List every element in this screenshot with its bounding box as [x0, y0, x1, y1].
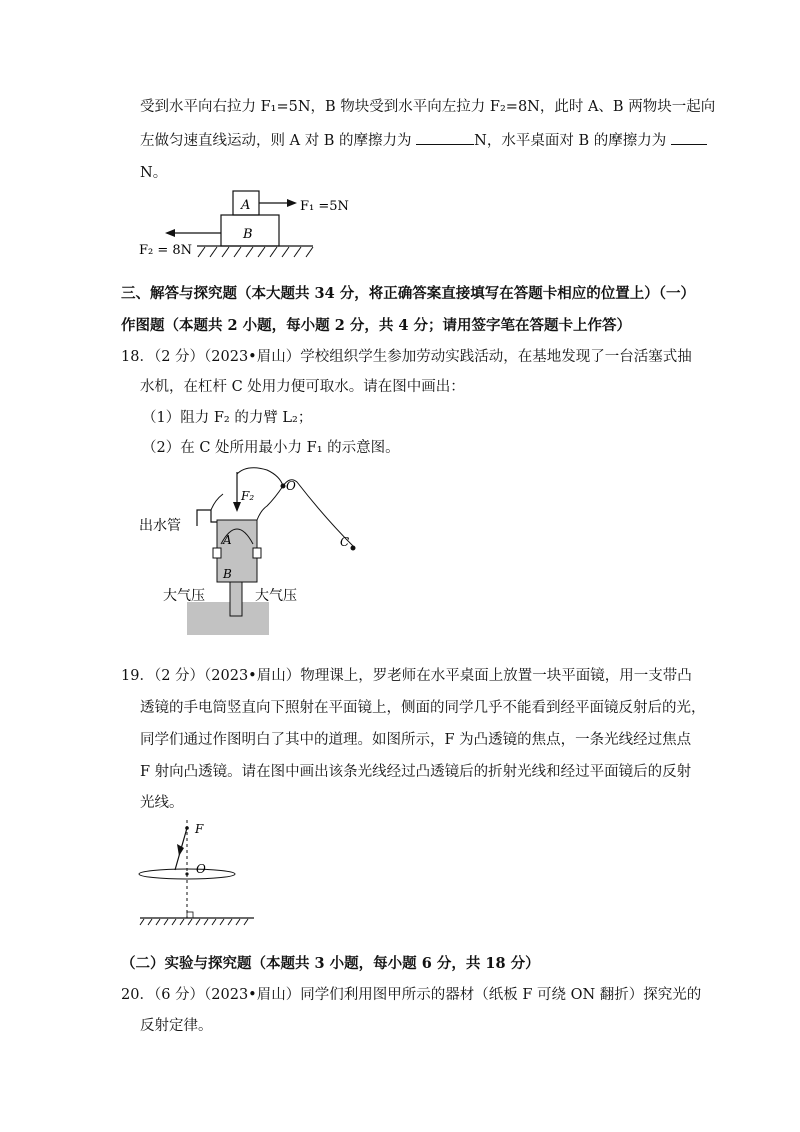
table-hatching [198, 247, 313, 257]
right-bracket [257, 486, 283, 520]
q19-lens-figure [138, 818, 258, 930]
q17-line1: 受到水平向右拉力 F₁=5N，B 物块受到水平向左拉力 F₂=8N，此时 A、B 两物块一起向 [140, 99, 716, 115]
label-b: B [223, 567, 232, 581]
q19-line4: F 射向凸透镜。请在图中画出该条光线经过凸透镜后的折射光线和经过平面镜后的反射 [140, 764, 692, 780]
pivot-o [281, 484, 286, 489]
label-a: A [223, 533, 232, 547]
label-atm-left: 大气压 [163, 588, 205, 604]
incident-arrowhead [177, 844, 184, 856]
f1-arrowhead [287, 199, 297, 207]
water-tank [187, 602, 269, 635]
label-f2: F₂ [241, 489, 255, 503]
q20-line1: 20．（6 分）（2023•眉山）同学们利用图甲所示的器材（纸板 F 可绕 ON 翻折）探究光的 [121, 987, 702, 1003]
q18-item2: （2）在 C 处所用最小力 F₁ 的示意图。 [142, 440, 400, 456]
q18-line2: 水机，在杠杆 C 处用力便可取水。请在图中画出： [140, 379, 465, 395]
pump-pipe [230, 582, 242, 616]
outlet-pipe [197, 510, 217, 526]
q19-line1: 19．（2 分）（2023•眉山）物理课上，罗老师在水平桌面上放置一块平面镜，用一支带凸 [121, 668, 692, 684]
section-experiment-heading: （二）实验与探究题（本题共 3 小题，每小题 6 分，共 18 分） [121, 955, 540, 972]
q17-line2-b: N，水平桌面对 B 的摩擦力为 [474, 133, 671, 149]
answer-blank-table-on-b[interactable] [671, 130, 707, 145]
label-c: C [340, 535, 350, 549]
q20-line2: 反射定律。 [140, 1018, 213, 1034]
f2-arrowhead [233, 502, 241, 512]
label-b: B [243, 227, 253, 242]
q18-pump-figure [135, 462, 375, 637]
q19-line3: 同学们通过作图明白了其中的道理。如图所示，F 为凸透镜的焦点，一条光线经过焦点 [140, 732, 692, 748]
f2-arrowhead [165, 229, 175, 237]
q17-line2-a: 左做匀速直线运动，则 A 对 B 的摩擦力为 [140, 133, 417, 149]
q18-item1: （1）阻力 F₂ 的力臂 L₂； [142, 410, 313, 426]
answer-blank-a-on-b[interactable] [416, 130, 474, 145]
label-o: O [196, 862, 206, 876]
q17-line2 [140, 130, 707, 151]
q17-block-figure [135, 188, 355, 263]
label-a: A [241, 198, 251, 213]
label-outlet: 出水管 [139, 518, 181, 534]
point-c [351, 546, 356, 551]
q17-line3: N。 [140, 165, 168, 181]
section3-heading-line1: 三、解答与探究题（本大题共 34 分，将正确答案直接填写在答题卡相应的位置上）（一） [121, 285, 696, 302]
section3-heading-line2: 作图题（本题共 2 小题，每小题 2 分，共 4 分；请用签字笔在答题卡上作答） [121, 317, 632, 334]
q19-line5: 光线。 [140, 795, 184, 811]
label-f2: F₂ = 8N [139, 243, 193, 258]
q18-line1: 18．（2 分）（2023•眉山）学校组织学生参加劳动实践活动，在基地发现了一台活塞式抽 [121, 349, 692, 365]
valve-left [213, 548, 221, 558]
right-angle-mark [187, 912, 193, 918]
valve-right [253, 548, 261, 558]
label-o: O [286, 479, 296, 493]
label-atm-right: 大气压 [255, 588, 297, 604]
mirror-hatching [140, 919, 248, 925]
outlet-edge [211, 494, 223, 510]
q19-line2: 透镜的手电筒竖直向下照射在平面镜上，侧面的同学几乎不能看到经平面镜反射后的光， [140, 700, 706, 716]
label-f1: F₁ =5N [300, 199, 349, 214]
optical-center [185, 872, 188, 875]
label-f: F [195, 822, 204, 836]
